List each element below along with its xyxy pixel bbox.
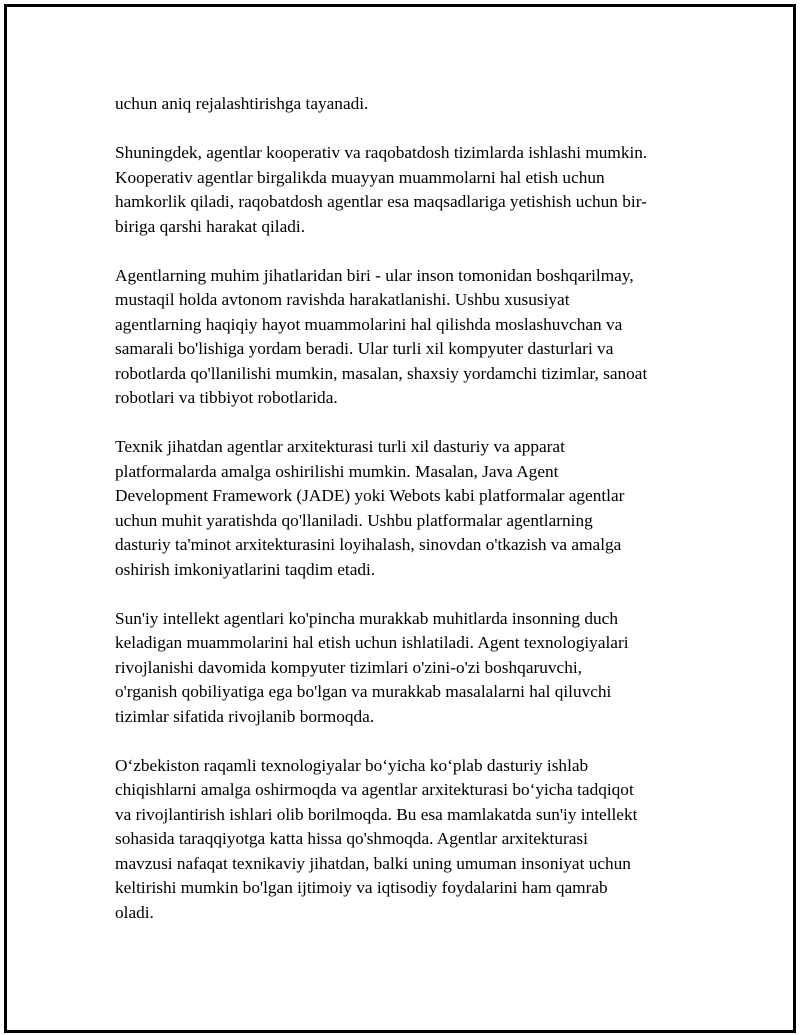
text-line: mustaqil holda avtonom ravishda harakatlanishi. Ushbu xususiyat: [115, 290, 570, 309]
paragraph-4: [115, 435, 690, 582]
text-line: sohasida taraqqiyotga katta hissa qo'shmoqda. Agentlar arxitekturasi: [115, 829, 588, 848]
text-line: platformalarda amalga oshirilishi mumkin. Masalan, Java Agent: [115, 461, 559, 481]
text-line: biriga qarshi harakat qiladi.: [115, 216, 306, 236]
text-line: hamkorlik qiladi, raqobatdosh agentlar esa maqsadlariga yetishish uchun bir-: [115, 192, 647, 211]
text-line: Agentlarning muhim jihatlaridan biri - ular inson tomonidan boshqarilmay,: [115, 265, 634, 285]
paragraph-2: [115, 141, 690, 239]
text-line: Development Framework (JADE) yoki Webots kabi platformalar agentlar: [115, 486, 625, 505]
text-line: rivojlanishi davomida kompyuter tizimlari o'zini-o'zi boshqaruvchi,: [115, 657, 582, 677]
text-line: oladi.: [115, 902, 154, 922]
text-line: uchun aniq rejalashtirishga tayanadi.: [115, 94, 369, 113]
paragraph-3: [115, 264, 690, 411]
text-line: Kooperativ agentlar birgalikda muayyan muammolarni hal etish uchun: [115, 167, 605, 187]
text-line: agentlarning haqiqiy hayot muammolarini hal qilishda moslashuvchan va: [115, 314, 623, 334]
text-line: oshirish imkoniyatlarini taqdim etadi.: [115, 559, 376, 579]
text-line: o'rganish qobiliyatiga ega bo'lgan va murakkab masalalarni hal qiluvchi: [115, 682, 612, 701]
text-line: va rivojlantirish ishlari olib borilmoqda. Bu esa mamlakatda sun'iy intellekt: [115, 804, 638, 824]
paragraph-6: [115, 754, 690, 926]
text-line: Shuningdek, agentlar kooperativ va raqobatdosh tizimlarda ishlashi mumkin.: [115, 143, 648, 162]
text-line: chiqishlarni amalga oshirmoqda va agentlar arxitekturasi bo‘yicha tadqiqot: [115, 780, 634, 799]
text-line: robotlarda qo'llanilishi mumkin, masalan, shaxsiy yordamchi tizimlar, sanoat: [115, 363, 648, 383]
text-line: O‘zbekiston raqamli texnologiyalar bo‘yicha ko‘plab dasturiy ishlab: [115, 755, 589, 775]
text-line: keladigan muammolarini hal etish uchun ishlatiladi. Agent texnologiyalari: [115, 633, 629, 652]
text-line: uchun muhit yaratishda qo'llaniladi. Ushbu platformalar agentlarning: [115, 510, 593, 530]
paragraph-1: [115, 92, 690, 117]
text-line: Sun'iy intellekt agentlari ko'pincha murakkab muhitlarda insonning duch: [115, 608, 618, 628]
text-line: robotlari va tibbiyot robotlarida.: [115, 388, 338, 407]
text-line: mavzusi nafaqat texnikaviy jihatdan, balki uning umuman insoniyat uchun: [115, 853, 631, 873]
text-line: tizimlar sifatida rivojlanib bormoqda.: [115, 706, 375, 726]
document-body: [115, 92, 690, 950]
paragraph-5: [115, 607, 690, 730]
text-line: Texnik jihatdan agentlar arxitekturasi turli xil dasturiy va apparat: [115, 437, 565, 456]
text-line: keltirishi mumkin bo'lgan ijtimoiy va iqtisodiy foydalarini ham qamrab: [115, 878, 608, 897]
text-line: samarali bo'lishiga yordam beradi. Ular turli xil kompyuter dasturlari va: [115, 339, 614, 358]
text-line: dasturiy ta'minot arxitekturasini loyihalash, sinovdan o'tkazish va amalga: [115, 535, 622, 554]
